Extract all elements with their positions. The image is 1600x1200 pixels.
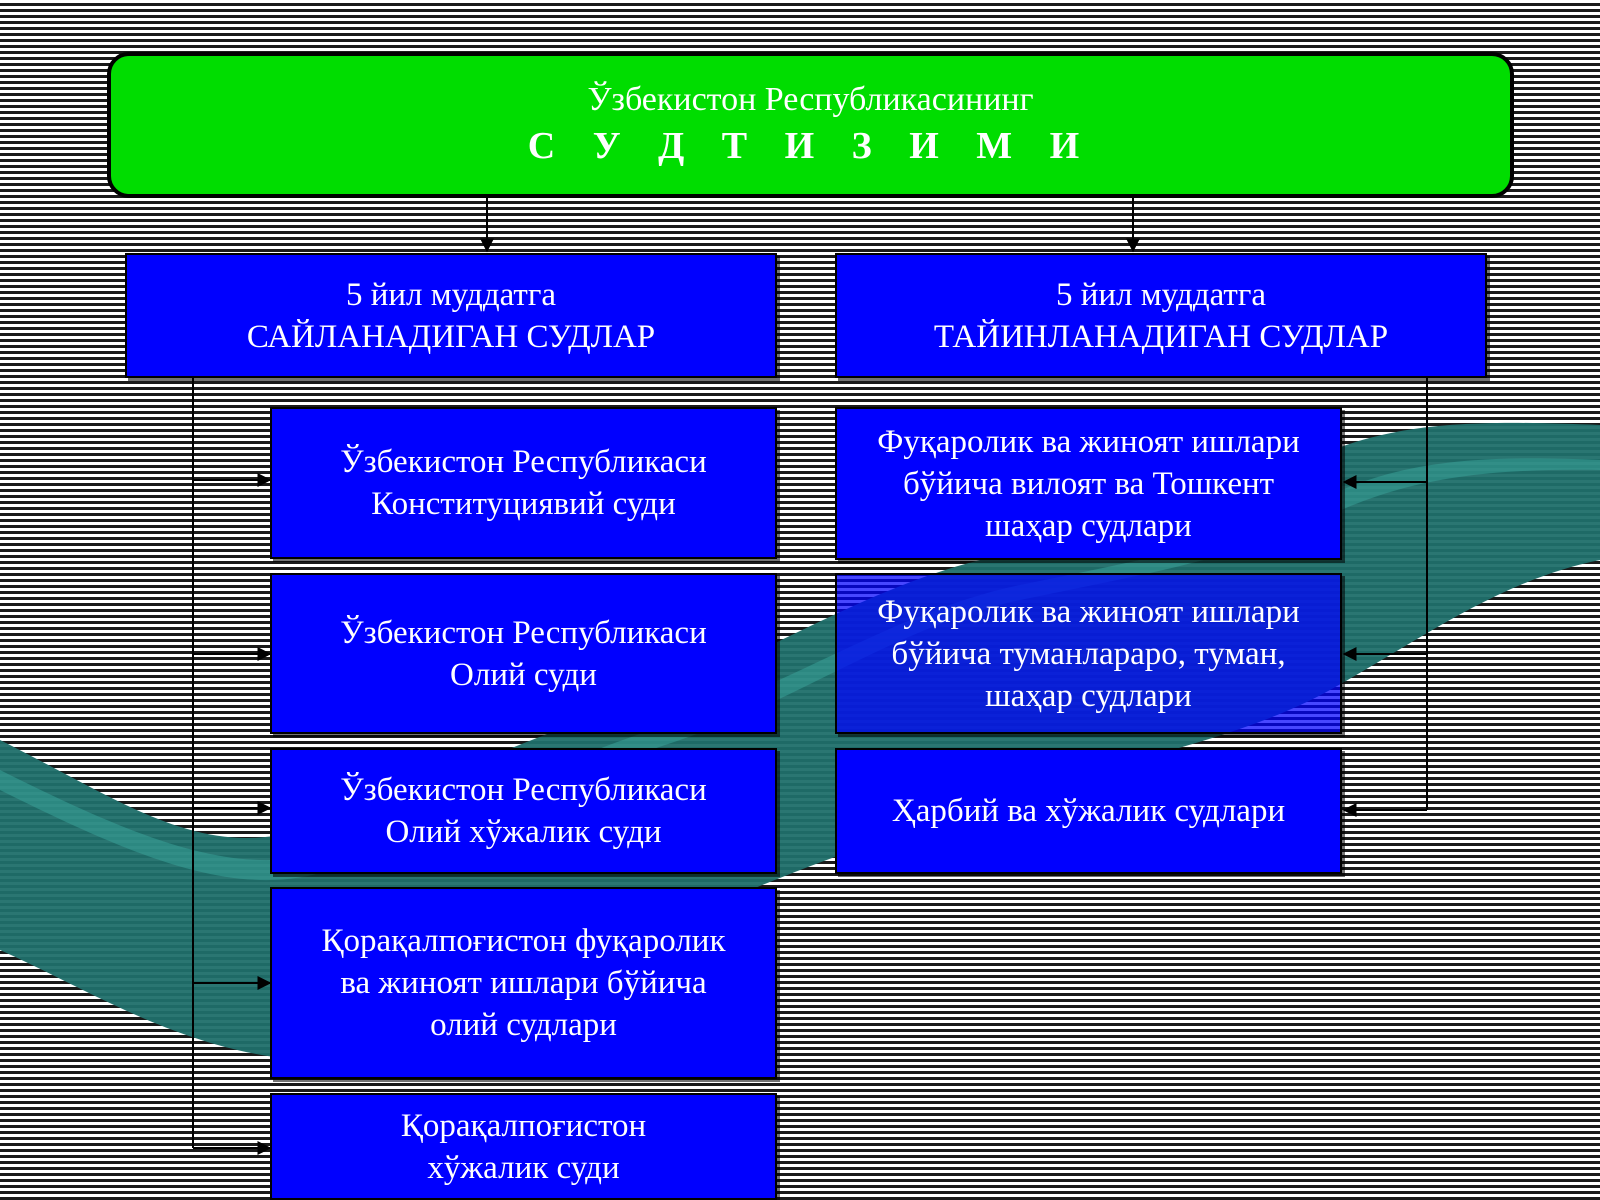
elected-court-karakalpak-economic (270, 1093, 777, 1200)
court-label-line-2: бўйича туманлараро, туман, (891, 635, 1286, 672)
appointed-header-line-1: 5 йил муддатга (1055, 276, 1267, 313)
court-label-line-2: бўйича вилоят ва Тошкент (902, 465, 1275, 502)
appointed-court-district (835, 573, 1342, 734)
court-label-line-2: хўжалик суди (427, 1149, 620, 1186)
elected-court-supreme (270, 573, 777, 734)
court-label-line-3: шаҳар судлари (985, 677, 1192, 714)
court-label-line-2: Конституциявий суди (371, 486, 676, 522)
court-label-line-2: ва жиноят ишлари бўйича (340, 965, 707, 1001)
court-label-line-1: Қорақалпоғистон фуқаролик (321, 923, 726, 959)
court-label-line-2: Олий суди (450, 656, 597, 693)
elected-court-karakalpak-supreme (270, 887, 777, 1079)
court-label-line-1: Ўзбекистон Республикаси (340, 614, 707, 651)
court-label-line-1: Фуқаролик ва жиноят ишлари (877, 593, 1300, 630)
title-line-1: Ўзбекистон Республикасининг (587, 81, 1034, 118)
appointed-court-regional (835, 407, 1342, 560)
appointed-courts-header (835, 253, 1487, 378)
elected-header-line-2: САЙЛАНАДИГАН СУДЛАР (246, 318, 656, 355)
elected-header-line-1: 5 йил муддатга (345, 276, 557, 313)
court-label-line-1: Ўзбекистон Республикаси (340, 444, 707, 480)
court-label-line-3: олий судлари (430, 1007, 617, 1043)
elected-courts-header (125, 253, 777, 378)
appointed-header-line-2: ТАЙИНЛАНАДИГАН СУДЛАР (933, 318, 1389, 355)
court-label-line-2: Олий хўжалик суди (385, 814, 662, 850)
title-line-2: С У Д Т И З И М И (527, 125, 1094, 167)
court-system-title (107, 52, 1514, 198)
appointed-court-military-economic (835, 748, 1342, 874)
elected-court-constitutional (270, 407, 777, 559)
court-label-line-1: Фуқаролик ва жиноят ишлари (877, 423, 1300, 460)
court-label-line-1: Ўзбекистон Республикаси (340, 772, 707, 808)
elected-court-supreme-economic (270, 748, 777, 874)
court-label-line-1: Ҳарбий ва хўжалик судлари (891, 793, 1286, 829)
court-label-line-3: шаҳар судлари (985, 507, 1192, 544)
court-label-line-1: Қорақалпоғистон (400, 1107, 647, 1144)
